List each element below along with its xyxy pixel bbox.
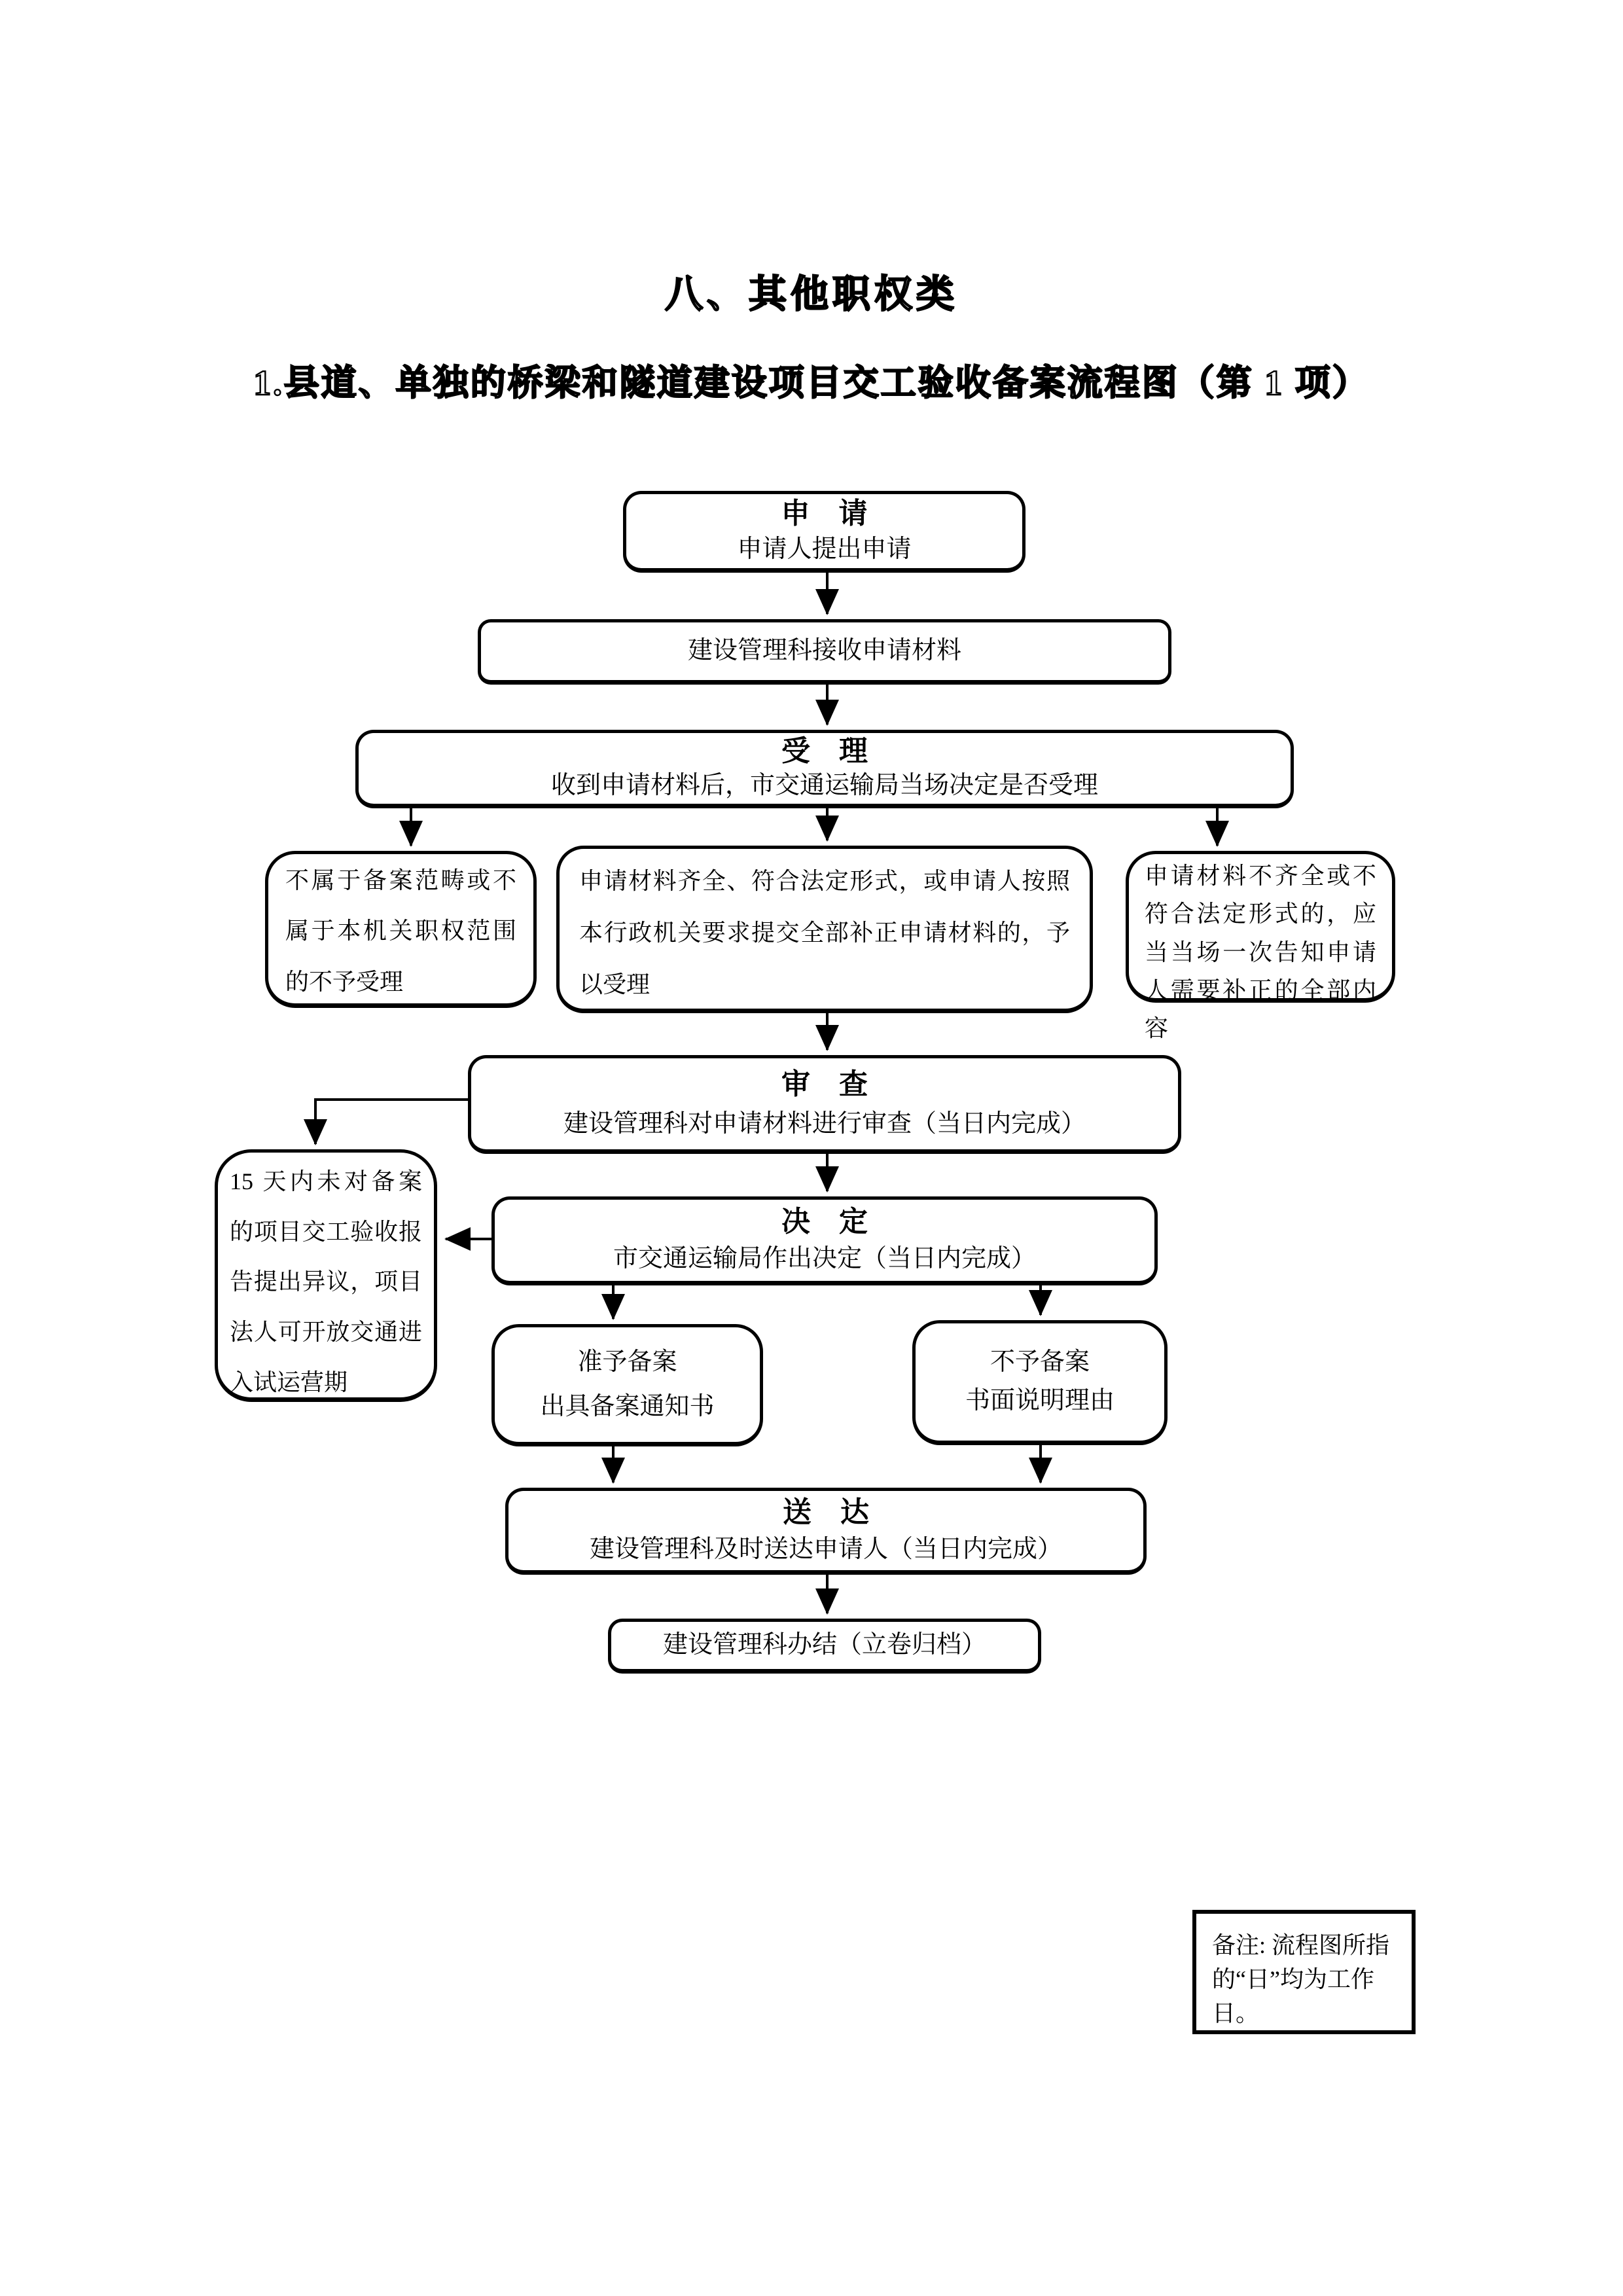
remark-label: 备注: 流程图所指的“日”均为工作日。	[1212, 1932, 1390, 2027]
accept-title: 受 理	[781, 735, 868, 767]
deliver-desc: 建设管理科及时送达申请人（当日内完成）	[589, 1535, 1062, 1563]
approve-box	[491, 1324, 763, 1446]
deny-box	[912, 1320, 1168, 1445]
decision-title: 决 定	[781, 1206, 868, 1238]
section-title: 八、其他职权类	[664, 273, 958, 315]
archive-box	[608, 1619, 1041, 1674]
review-box	[468, 1055, 1181, 1154]
approve-line1: 准予备案	[577, 1348, 677, 1376]
receive-label: 建设管理科接收申请材料	[687, 637, 961, 665]
branch-supplement-box	[1126, 851, 1395, 1042]
trial-period-label: 15 天内未对备案的项目交工验收报告提出异议，项目法人可开放交通进入试运营期	[230, 1168, 422, 1395]
branch-supplement-label: 申请材料不齐全或不符合法定形式的，应当当场一次告知申请人需要补正的全部内容	[1145, 863, 1376, 1042]
deliver-box	[505, 1488, 1147, 1575]
arrow-review-to-trialperiod	[315, 1100, 468, 1144]
apply-desc: 申请人提出申请	[737, 535, 912, 563]
apply-box	[623, 491, 1026, 573]
review-desc: 建设管理科对申请材料进行审查（当日内完成）	[563, 1109, 1086, 1138]
deny-line2: 书面说明理由	[965, 1387, 1115, 1414]
branch-not-accepted-label: 不属于备案范畴或不属于本机关职权范围的不予受理	[285, 867, 516, 995]
remark-box	[1192, 1910, 1416, 2034]
deny-line1: 不予备案	[990, 1348, 1090, 1376]
deliver-title: 送 达	[783, 1496, 869, 1528]
review-title: 审 查	[781, 1067, 868, 1100]
branch-accepted-label: 申请材料齐全、符合法定形式，或申请人按照本行政机关要求提交全部补正申请材料的，予以受理	[579, 868, 1070, 998]
branch-not-accepted-box	[265, 851, 537, 1008]
archive-label: 建设管理科办结（立卷归档）	[662, 1631, 986, 1659]
accept-desc: 收到申请材料后，市交通运输局当场决定是否受理	[550, 772, 1098, 800]
branch-accepted-box	[556, 846, 1093, 1013]
decision-desc: 市交通运输局作出决定（当日内完成）	[613, 1245, 1036, 1273]
approve-line2: 出具备案通知书	[540, 1392, 715, 1420]
decision-box	[491, 1196, 1158, 1285]
apply-title: 申 请	[781, 497, 868, 529]
trial-period-note-box	[215, 1149, 437, 1402]
receive-box	[478, 619, 1171, 685]
accept-box	[355, 730, 1294, 808]
flowchart-title: 1.县道、单独的桥梁和隧道建设项目交工验收备案流程图（第 1 项）	[253, 363, 1370, 403]
